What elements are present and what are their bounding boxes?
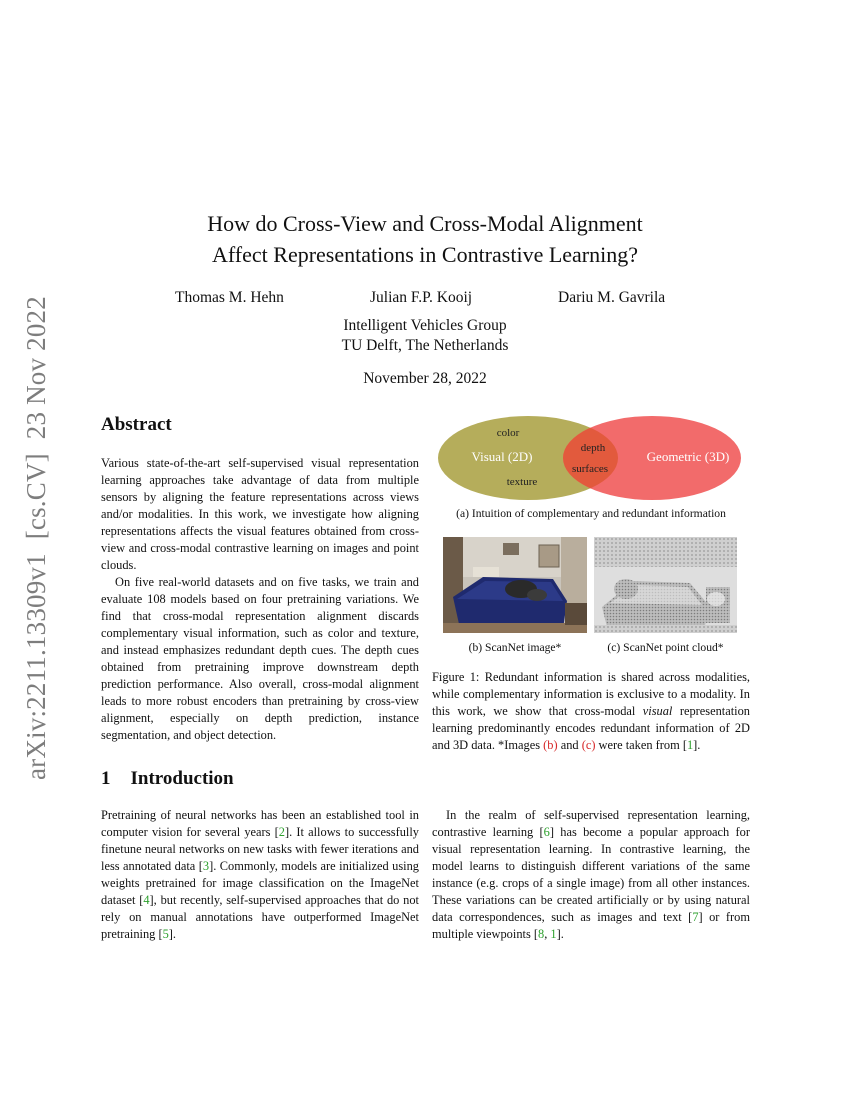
abstract-body bbox=[101, 455, 419, 744]
citation-4-link[interactable]: 4 bbox=[143, 893, 150, 907]
author-3: Dariu M. Gavrila bbox=[558, 289, 666, 306]
abstract-paragraph-2: On five real-world datasets and on five tasks, we train and evaluate 108 models based on four pretraining variations. We find that cross-modal representation alignment discards complementary visual information, such as color and texture, and instead emphasizes redundant depth cues. The depth cues obtained from pretraining improve downstream depth prediction performance. Also overall, cross-modal alignment leads to more robust encoders than pretraining by cross-view alignment, especially on depth prediction, instance segmentation, and object detection. bbox=[101, 575, 419, 742]
venn-diagram bbox=[436, 414, 746, 506]
abstract-heading: Abstract bbox=[101, 414, 172, 435]
scannet-point-cloud bbox=[594, 537, 737, 633]
caption-text-end: ]. bbox=[693, 738, 701, 752]
intro-paragraph-2: In the realm of self-supervised representation learning, contrastive learning [6] has become a popular approach for visual representation learning. In contrastive learning, the model learns to distinguish different variations of the same instance (e.g. crops of a single image) from all other instances. These variations can be created artificially or by using natural data correspondences, such as images and text [7] or from multiple viewpoints [8, 1]. bbox=[432, 808, 750, 941]
introduction-heading bbox=[101, 768, 234, 790]
publication-date: November 28, 2022 bbox=[363, 370, 487, 387]
figure-ref-c-link[interactable]: (c) bbox=[581, 738, 596, 752]
abstract-paragraph-1: Various state-of-the-art self-supervised visual representation learning approaches take advantage of data from multiple sensors by aligning the feature representations across views and/or modalities. In this work, we investigate how aligning representations affects the visual features obtained from cross-view and cross-modal contrastive learning on images and point clouds. bbox=[101, 456, 419, 572]
caption-b: (b) ScanNet image* bbox=[468, 641, 562, 654]
intro-paragraph-1: Pretraining of neural networks has been an established tool in computer vision for several years [2]. It allows to successfully finetune neural networks on new tasks with fewer iterations and less annotated data [3]. Commonly, models are initialized using weights pretrained for image classification on the ImageNet dataset [4], but recently, self-supervised approaches that do not rely on manual annotations have outperformed ImageNet pretraining [5]. bbox=[101, 808, 420, 941]
caption-text-mid: representation learning predominantly encodes redundant information of 2D and 3D data. *Images bbox=[432, 704, 750, 752]
caption-text-and: and bbox=[557, 738, 582, 752]
intro-left-column bbox=[101, 807, 419, 943]
section-number: 1 bbox=[101, 768, 111, 789]
paper-title-line-1: How do Cross-View and Cross-Modal Alignment bbox=[207, 211, 643, 236]
venn-label-visual: Visual (2D) bbox=[471, 449, 533, 464]
citation-8-link[interactable]: 8 bbox=[538, 927, 545, 941]
citation-1-link[interactable]: 1 bbox=[686, 738, 694, 752]
caption-emphasis: visual bbox=[642, 704, 673, 718]
caption-text-start: Figure 1: Redundant information is shared across modalities, while complementary information is exclusive to a modality. In this work, we show that cross-modal bbox=[432, 670, 750, 718]
citation-7-link[interactable]: 7 bbox=[692, 910, 699, 924]
section-title: Introduction bbox=[130, 768, 234, 789]
intro-right-column bbox=[432, 807, 750, 943]
citation-5-link[interactable]: 5 bbox=[162, 927, 169, 941]
caption-a: (a) Intuition of complementary and redundant information bbox=[456, 507, 726, 520]
figure-ref-b-link[interactable]: (b) bbox=[543, 738, 558, 752]
paper-title-line-2: Affect Representations in Contrastive Learning? bbox=[211, 242, 638, 267]
venn-label-geometric: Geometric (3D) bbox=[646, 449, 730, 464]
venn-word-depth: depth bbox=[580, 442, 606, 454]
arxiv-identifier: arXiv:2211.13309v1 [cs.CV] 23 Nov 2022 bbox=[21, 296, 51, 780]
caption-text-were: were taken from [ bbox=[595, 738, 687, 752]
affiliation-line-1: Intelligent Vehicles Group bbox=[343, 317, 507, 334]
venn-word-surfaces: surfaces bbox=[571, 463, 609, 475]
citation-6-link[interactable]: 6 bbox=[543, 825, 550, 839]
citation-2-link[interactable]: 2 bbox=[278, 825, 285, 839]
caption-c: (c) ScanNet point cloud* bbox=[607, 641, 724, 654]
venn-word-texture: texture bbox=[506, 476, 538, 488]
affiliation-line-2: TU Delft, The Netherlands bbox=[341, 337, 509, 354]
citation-3-link[interactable]: 3 bbox=[202, 859, 210, 873]
figure-1-caption bbox=[432, 669, 750, 754]
venn-word-color: color bbox=[496, 427, 520, 439]
author-1: Thomas M. Hehn bbox=[175, 289, 284, 306]
author-2: Julian F.P. Kooij bbox=[370, 289, 473, 306]
citation-1b-link[interactable]: 1 bbox=[550, 927, 557, 941]
scannet-image bbox=[443, 537, 587, 633]
